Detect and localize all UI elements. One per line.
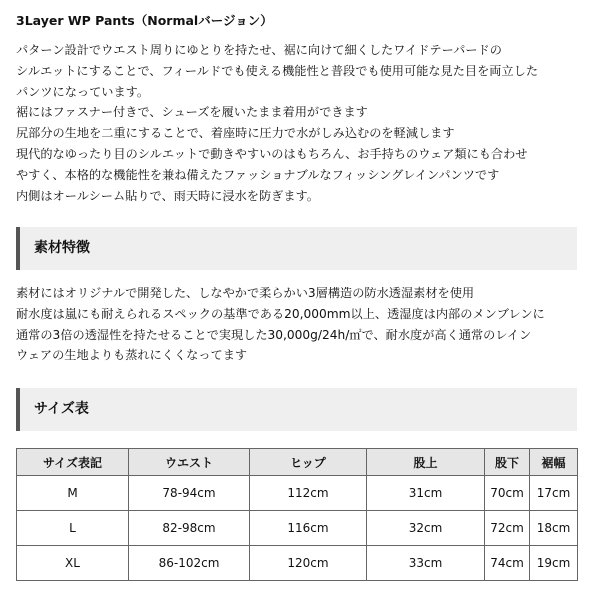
cell-inseam: 72cm bbox=[485, 511, 530, 546]
size-chart-table bbox=[16, 448, 578, 581]
description-line: パターン設計でウエスト周りにゆとりを持たせ、裾に向けて細くしたワイドテーパードの bbox=[16, 43, 502, 57]
material-line: 耐水度は嵐にも耐えられるスペックの基準である20,000mm以上、透湿度は内部のメンブレンに bbox=[16, 306, 545, 321]
header-waist: ウエスト bbox=[129, 449, 250, 476]
cell-rise: 31cm bbox=[367, 476, 485, 511]
cell-size: L bbox=[17, 511, 129, 546]
material-line: 通常の3倍の透湿性を持たせることで実現した30,000g/24h/㎡で、耐水度が高く通常のレイン bbox=[16, 327, 532, 342]
description-paragraph bbox=[16, 40, 586, 206]
material-heading: 素材特徴 bbox=[16, 227, 577, 270]
description-line: 裾にはファスナー付きで、シューズを履いたまま着用ができます bbox=[16, 105, 368, 120]
cell-hem-width: 19cm bbox=[530, 546, 578, 581]
cell-hip: 120cm bbox=[250, 546, 367, 581]
header-inseam: 股下 bbox=[485, 449, 530, 476]
cell-rise: 33cm bbox=[367, 546, 485, 581]
table-row bbox=[17, 546, 578, 581]
size-chart-heading: サイズ表 bbox=[16, 388, 577, 431]
cell-inseam: 70cm bbox=[485, 476, 530, 511]
cell-waist: 86-102cm bbox=[129, 546, 250, 581]
material-line: ウェアの生地よりも蒸れにくくなってます bbox=[16, 348, 248, 363]
cell-waist: 82-98cm bbox=[129, 511, 250, 546]
table-row bbox=[17, 511, 578, 546]
cell-hip: 116cm bbox=[250, 511, 367, 546]
material-line: 素材にはオリジナルで開発した、しなやかで柔らかい3層構造の防水透湿素材を使用 bbox=[16, 286, 475, 300]
table-row bbox=[17, 476, 578, 511]
description-line: 現代的なゆったり目のシルエットで動きやすいのはもちろん、お手持ちのウェア類にも合わせ bbox=[16, 146, 528, 161]
description-line: シルエットにすることで、フィールドでも使える機能性と普段でも使用可能な見た目を両立した bbox=[16, 63, 539, 78]
cell-hem-width: 18cm bbox=[530, 511, 578, 546]
material-paragraph bbox=[16, 283, 586, 366]
cell-inseam: 74cm bbox=[485, 546, 530, 581]
cell-size: M bbox=[17, 476, 129, 511]
cell-rise: 32cm bbox=[367, 511, 485, 546]
cell-hem-width: 17cm bbox=[530, 476, 578, 511]
header-rise: 股上 bbox=[367, 449, 485, 476]
header-hem-width: 裾幅 bbox=[530, 449, 578, 476]
header-size-label: サイズ表記 bbox=[17, 449, 129, 476]
cell-hip: 112cm bbox=[250, 476, 367, 511]
cell-size: XL bbox=[17, 546, 129, 581]
header-hip: ヒップ bbox=[250, 449, 367, 476]
description-line: パンツになっています。 bbox=[16, 84, 150, 99]
description-line: 尻部分の生地を二重にすることで、着座時に圧力で水がしみ込むのを軽減します bbox=[16, 126, 455, 141]
description-line: やすく、本格的な機能性を兼ね備えたファッショナブルなフィッシングレインパンツです bbox=[16, 167, 500, 182]
description-line: 内側はオールシーム貼りで、雨天時に浸水を防ぎます。 bbox=[16, 188, 319, 203]
table-header-row bbox=[17, 449, 578, 476]
cell-waist: 78-94cm bbox=[129, 476, 250, 511]
product-title: 3Layer WP Pants（Normalバージョン） bbox=[16, 13, 273, 28]
